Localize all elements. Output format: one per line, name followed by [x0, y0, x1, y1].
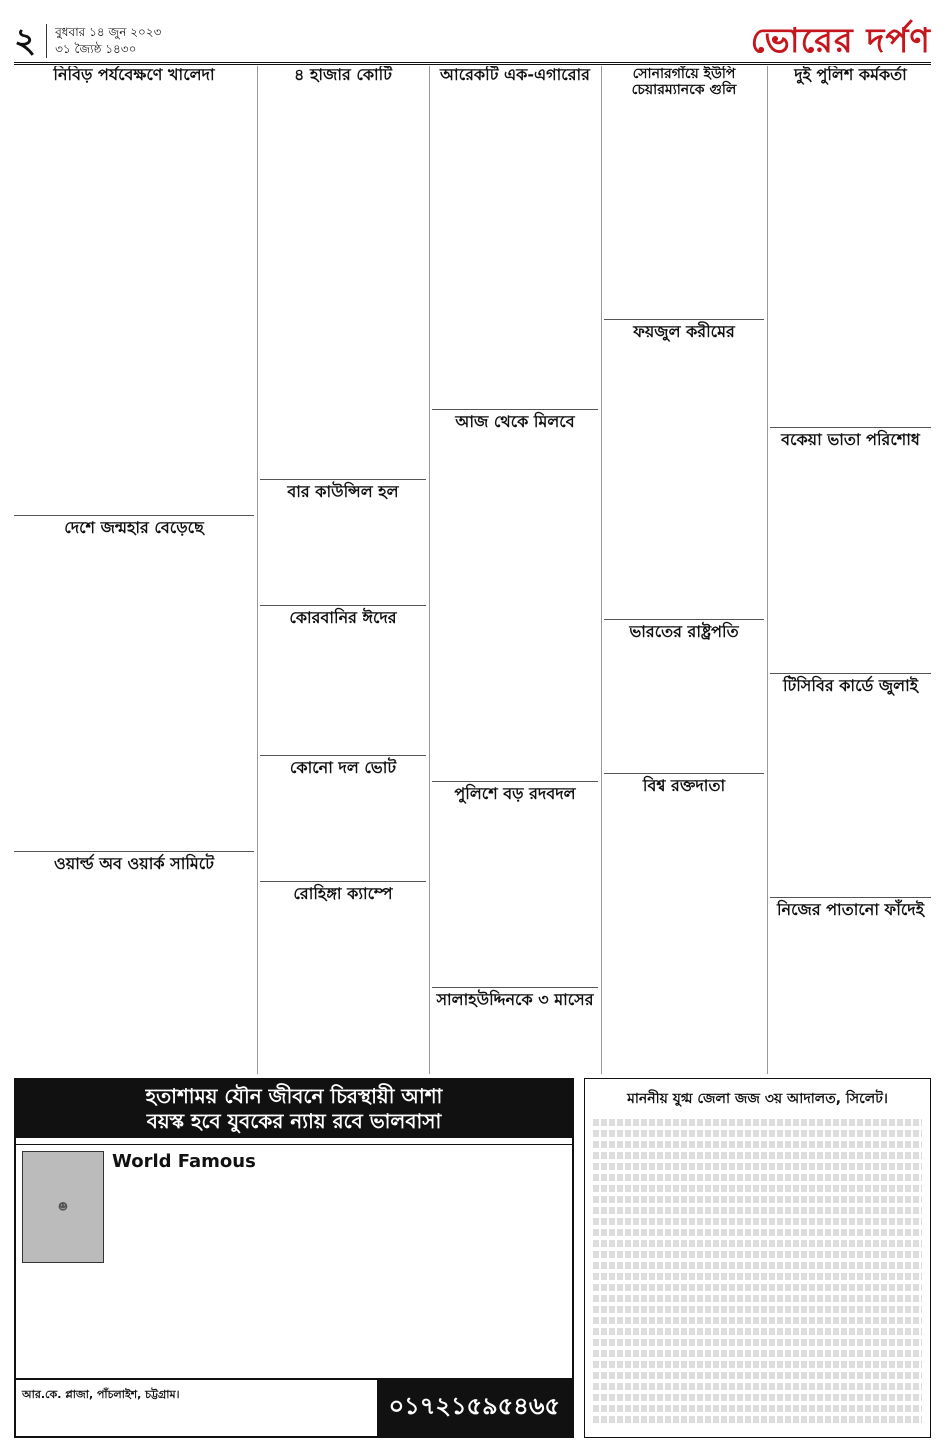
article-from-today[interactable] — [432, 406, 598, 772]
divider — [14, 851, 254, 852]
notice-line — [593, 1306, 922, 1313]
notice-line — [593, 1207, 922, 1214]
headline: বার কাউন্সিল হল — [287, 482, 399, 501]
column-2 — [260, 66, 426, 1074]
date-gregorian: বুধবার ১৪ জুন ২০২৩ — [55, 25, 162, 40]
divider — [14, 515, 254, 516]
notice-line — [593, 1174, 922, 1181]
article-salahuddin[interactable] — [432, 984, 598, 1074]
headline: বকেয়া ভাতা পরিশোধ — [781, 430, 920, 449]
article-population[interactable] — [14, 512, 254, 842]
column-1 — [14, 66, 254, 1074]
article-fozlul[interactable] — [604, 316, 764, 610]
headline: আজ থেকে মিলবে — [455, 412, 575, 431]
ad-footer — [16, 1378, 572, 1436]
ad-address: আর.কে. প্লাজা, পাঁচলাইশ, চট্টগ্রাম। — [22, 1388, 180, 1401]
article-columns — [14, 66, 931, 1074]
column-3 — [432, 66, 598, 1074]
person-photo-icon: ☻ — [57, 1201, 69, 1213]
column-4 — [604, 66, 764, 1074]
headline: আরেকটি এক-এগারোর — [440, 66, 590, 84]
notice-text-block — [593, 1119, 922, 1423]
page-number: ২ — [14, 21, 37, 61]
headline: দেশে জন্মহার বেড়েছে — [64, 518, 204, 537]
advertisement[interactable] — [14, 1078, 574, 1438]
headline: কোনো দল ভোট — [289, 758, 397, 777]
notice-line — [593, 1130, 922, 1137]
headline: সালাহউদ্দিনকে ৩ মাসের — [436, 990, 594, 1009]
notice-line — [593, 1383, 922, 1390]
divider — [604, 319, 764, 320]
article-eid[interactable] — [260, 602, 426, 746]
brand-logo: ভোরের দর্পণ — [750, 21, 931, 61]
article-ambassador[interactable] — [604, 616, 764, 764]
notice-line — [593, 1372, 922, 1379]
notice-line — [593, 1218, 922, 1225]
notice-line — [593, 1339, 922, 1346]
notice-line — [593, 1251, 922, 1258]
headline: দুই পুলিশ কর্মকর্তা — [794, 66, 907, 84]
court-notice — [584, 1078, 931, 1438]
divider — [770, 673, 931, 674]
article-police-reshuffle[interactable] — [432, 778, 598, 978]
date-block — [46, 24, 161, 58]
masthead-left — [14, 21, 162, 61]
ad-subline — [16, 1138, 572, 1145]
notice-line — [593, 1273, 922, 1280]
notice-court: মাননীয় যুগ্ম জেলা জজ ৩য় আদালত, সিলেট। — [627, 1091, 888, 1107]
ad-copy — [112, 1151, 256, 1263]
notice-line — [593, 1416, 922, 1423]
article-sonargaon[interactable] — [604, 66, 764, 310]
divider — [770, 427, 931, 428]
divider — [260, 755, 426, 756]
headline: নিজের পাতানো ফাঁদেই — [776, 900, 925, 919]
masthead — [14, 0, 931, 65]
notice-line — [593, 1119, 922, 1126]
ad-headline — [16, 1080, 572, 1138]
divider — [432, 987, 598, 988]
article-crore[interactable] — [260, 66, 426, 470]
article-summit[interactable] — [14, 848, 254, 1074]
notice-line — [593, 1185, 922, 1192]
notice-line — [593, 1350, 922, 1357]
headline: ৪ হাজার কোটি — [294, 66, 392, 84]
headline: ফয়জুল করীমের — [633, 322, 735, 341]
article-khaleda[interactable] — [14, 66, 254, 506]
divider — [260, 479, 426, 480]
notice-line — [593, 1328, 922, 1335]
headline: ভারতের রাষ্ট্রপতি — [629, 622, 739, 641]
headline: রোহিঙ্গা ক্যাম্পে — [293, 884, 393, 903]
headline: কোরবানির ঈদের — [289, 608, 397, 627]
notice-line — [593, 1361, 922, 1368]
notice-line — [593, 1141, 922, 1148]
ad-body — [16, 1145, 572, 1269]
divider — [260, 605, 426, 606]
article-council[interactable] — [260, 476, 426, 596]
date-bengali: ৩১ জ্যৈষ্ঠ ১৪৩০ — [55, 42, 137, 56]
divider — [432, 409, 598, 410]
article-blood-donor[interactable] — [604, 770, 764, 1074]
divider — [604, 773, 764, 774]
notice-line — [593, 1295, 922, 1302]
notice-line — [593, 1262, 922, 1269]
notice-line — [593, 1163, 922, 1170]
notice-line — [593, 1394, 922, 1401]
article-vote[interactable] — [260, 752, 426, 872]
divider — [432, 781, 598, 782]
article-tcb[interactable] — [770, 670, 931, 888]
column-divider — [257, 66, 258, 1074]
headline: পুলিশে বড় রদবদল — [454, 784, 576, 803]
headline: টিসিবির কার্ডে জুলাই — [782, 676, 919, 695]
ad-phone[interactable]: ০১৭২১৫৯৫৪৬৫ — [377, 1380, 572, 1436]
ad-headline-line-2: বয়স্ক হবে যুবকের ন্যায় রবে ভালবাসা — [146, 1109, 442, 1133]
column-divider — [429, 66, 430, 1074]
column-divider — [767, 66, 768, 1074]
divider — [260, 881, 426, 882]
article-trap[interactable] — [770, 894, 931, 1074]
article-allowance[interactable] — [770, 424, 931, 664]
notice-line — [593, 1240, 922, 1247]
notice-line — [593, 1317, 922, 1324]
article-rohingya[interactable] — [260, 878, 426, 1074]
column-5 — [770, 66, 931, 1074]
divider — [770, 897, 931, 898]
headline: সোনারগাঁয়ে ইউপি চেয়ারম্যানকে গুলি — [631, 66, 737, 99]
ad-headline-line-1: হতাশাময় যৌন জীবনে চিরস্থায়ী আশা — [145, 1084, 443, 1108]
notice-line — [593, 1196, 922, 1203]
article-police-officers[interactable] — [770, 66, 931, 418]
brand-wrap — [750, 21, 931, 61]
ad-photo — [22, 1151, 104, 1263]
ad-slogan: World Famous — [112, 1151, 256, 1172]
divider — [604, 619, 764, 620]
notice-line — [593, 1152, 922, 1159]
notice-line — [593, 1284, 922, 1291]
article-eleven[interactable] — [432, 66, 598, 400]
notice-line — [593, 1405, 922, 1412]
headline: ওয়ার্ল্ড অব ওয়ার্ক সামিটে — [54, 854, 214, 873]
headline: বিশ্ব রক্তদাতা — [642, 776, 726, 795]
notice-line — [593, 1229, 922, 1236]
headline: নিবিড় পর্যবেক্ষণে খালেদা — [53, 66, 215, 84]
column-divider — [601, 66, 602, 1074]
